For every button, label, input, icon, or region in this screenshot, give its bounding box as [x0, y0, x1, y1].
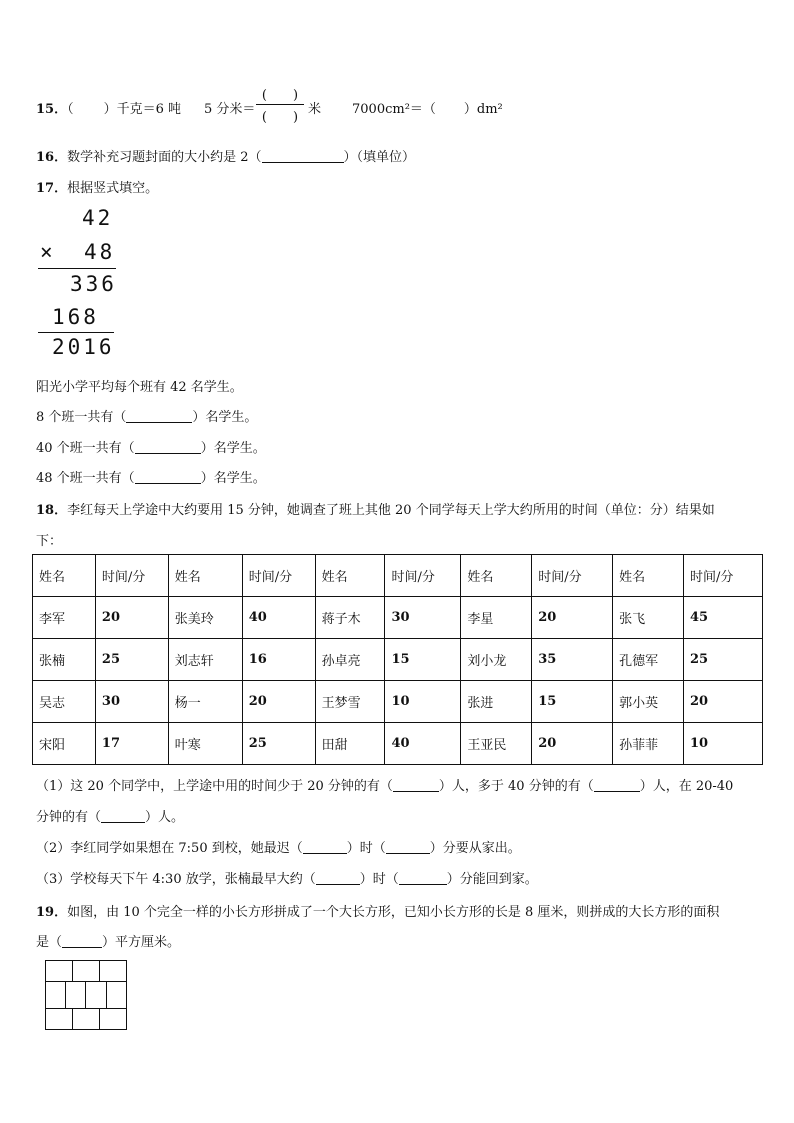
table-cell-name: 蒋子木: [315, 597, 385, 639]
table-cell-name: 李星: [461, 597, 532, 639]
q17-line-3-prefix: 48 个班一共有（: [36, 471, 135, 486]
q18-sub1-d: 分钟的有（: [36, 810, 102, 825]
q18-sub3-b: ）时（: [359, 872, 399, 887]
q18-sub1-b: ）人，多于 40 分钟的有（: [438, 779, 594, 794]
q16-close: ）（填单位）: [343, 150, 416, 165]
vertical-rule-1: [38, 268, 116, 269]
table-cell-time: 10: [385, 681, 461, 723]
table-cell-time: 17: [95, 723, 168, 765]
q18-sub3-c: ）分能回到家。: [446, 872, 538, 887]
q17-line-2: [36, 437, 266, 456]
table-header-cell: 姓名: [315, 555, 385, 597]
q19-line: [36, 901, 719, 920]
q18-blank-2[interactable]: [594, 779, 640, 792]
table-cell-time: 10: [684, 723, 763, 765]
q17-blank-1[interactable]: [126, 410, 192, 423]
table-cell-name: 张美玲: [168, 597, 242, 639]
table-cell-time: 25: [684, 639, 763, 681]
table-header-cell: 时间/分: [95, 555, 168, 597]
q18-line: [36, 499, 715, 518]
q17-number: 17．: [36, 181, 68, 196]
q18-sub1-c: ）人，在 20-40: [639, 779, 734, 794]
q18-sub1: [36, 775, 733, 794]
q15-p1-text: 千克＝6 吨: [116, 102, 182, 117]
table-cell-name: 王梦雪: [315, 681, 385, 723]
table-cell-time: 25: [242, 723, 315, 765]
table-row: [33, 723, 763, 765]
table-header-cell: 时间/分: [385, 555, 461, 597]
q17-line-1-suffix: ）名学生。: [192, 410, 258, 425]
q15-number: 15．: [36, 102, 68, 117]
table-cell-name: 张进: [461, 681, 532, 723]
q18-sub2-c: ）分要从家出。: [429, 841, 521, 856]
q17-blank-3[interactable]: [135, 471, 201, 484]
q16-line: [36, 146, 415, 165]
small-rectangle: [45, 1008, 73, 1030]
table-cell-time: 20: [242, 681, 315, 723]
table-cell-name: 孙卓亮: [315, 639, 385, 681]
q18-blank-5[interactable]: [386, 841, 430, 854]
small-rectangle: [45, 960, 73, 982]
q18-sub1-a: （1）这 20 个同学中，上学途中用的时间少于 20 分钟的有（: [36, 779, 393, 794]
q18-sub2: [36, 837, 521, 856]
table-header-cell: 姓名: [168, 555, 242, 597]
small-rectangle: [99, 960, 127, 982]
table-cell-time: 15: [532, 681, 613, 723]
table-cell-time: 16: [242, 639, 315, 681]
table-cell-name: 刘小龙: [461, 639, 532, 681]
table-cell-name: 吴志: [33, 681, 96, 723]
vertical-row2: 48: [84, 240, 116, 264]
table-cell-name: 王亚民: [461, 723, 532, 765]
q15-p2-text: 5 分米＝: [204, 102, 256, 117]
table-cell-name: 张飞: [613, 597, 684, 639]
small-rectangle: [72, 960, 100, 982]
q18-sub2-b: ）时（: [346, 841, 386, 856]
table-cell-name: 郭小英: [613, 681, 684, 723]
q16-text: 数学补充习题封面的大小约是 2（: [67, 150, 262, 165]
table-cell-time: 20: [95, 597, 168, 639]
table-cell-name: 杨一: [168, 681, 242, 723]
q17-title: 根据竖式填空。: [67, 181, 159, 196]
q18-sub1-cont: [36, 806, 184, 825]
q18-sub3: [36, 868, 538, 887]
q15-p1-close: ）: [103, 102, 117, 117]
q18-text: 李红每天上学途中大约要用 15 分钟，她调查了班上其他 20 个同学每天上学大约所用的时间（单位：分）结果如: [67, 503, 715, 518]
table-cell-name: 宋阳: [33, 723, 96, 765]
q18-blank-1[interactable]: [393, 779, 439, 792]
q15-p1-open: （: [67, 102, 74, 117]
table-row: [33, 639, 763, 681]
q17-line-3: [36, 467, 266, 486]
q17-intro: 阳光小学平均每个班有 42 名学生。: [36, 380, 243, 395]
q17-line-2-prefix: 40 个班一共有（: [36, 441, 135, 456]
vertical-partial1: 336: [70, 272, 117, 296]
q18-text-cont: 下：: [36, 534, 63, 549]
q15-frac-top: ( ): [261, 88, 299, 103]
table-header-cell: 时间/分: [242, 555, 315, 597]
q17-blank-2[interactable]: [135, 441, 201, 454]
survey-table: [32, 554, 763, 765]
q17-line-3-suffix: ）名学生。: [200, 471, 266, 486]
table-header-row: [33, 555, 763, 597]
table-cell-time: 30: [385, 597, 461, 639]
table-cell-time: 40: [385, 723, 461, 765]
q15-p3-text: 7000cm²＝（: [352, 102, 436, 117]
rectangle-puzzle-figure: [45, 960, 127, 1030]
table-cell-time: 40: [242, 597, 315, 639]
table-cell-time: 20: [684, 681, 763, 723]
q17-line-1-prefix: 8 个班一共有（: [36, 410, 127, 425]
table-cell-name: 孙菲菲: [613, 723, 684, 765]
table-row: [33, 597, 763, 639]
q19-text-cont-a: 是（: [36, 935, 63, 950]
q19-text-cont: [36, 931, 180, 950]
table-cell-time: 20: [532, 723, 613, 765]
table-cell-time: 30: [95, 681, 168, 723]
q19-number: 19．: [36, 905, 68, 920]
table-header-cell: 姓名: [461, 555, 532, 597]
q19-text-cont-b: ）平方厘米。: [102, 935, 181, 950]
vertical-partial2: 168: [52, 305, 99, 329]
table-header-cell: 姓名: [33, 555, 96, 597]
q15-p3: [352, 98, 503, 117]
table-cell-name: 李军: [33, 597, 96, 639]
table-cell-name: 田甜: [315, 723, 385, 765]
table-cell-time: 35: [532, 639, 613, 681]
q18-sub2-a: （2）李红同学如果想在 7:50 到校，她最迟（: [36, 841, 303, 856]
q18-sub3-a: （3）学校每天下午 4:30 放学，张楠最早大约（: [36, 872, 316, 887]
small-rectangle: [72, 1008, 100, 1030]
small-rectangle: [85, 981, 107, 1009]
table-row: [33, 681, 763, 723]
table-cell-time: 45: [684, 597, 763, 639]
table-header-cell: 姓名: [613, 555, 684, 597]
q18-blank-4[interactable]: [303, 841, 347, 854]
q18-blank-7[interactable]: [399, 872, 447, 885]
vertical-result: 2016: [52, 335, 115, 359]
q19-text: 如图，由 10 个完全一样的小长方形拼成了一个大长方形，已知小长方形的长是 8 厘米，则拼成的大长方形的面积: [67, 905, 720, 920]
q16-number: 16．: [36, 150, 68, 165]
table-cell-name: 孔德军: [613, 639, 684, 681]
table-header-cell: 时间/分: [532, 555, 613, 597]
table-cell-time: 15: [385, 639, 461, 681]
small-rectangle: [45, 981, 66, 1009]
q16-blank[interactable]: [262, 150, 344, 163]
table-cell-name: 刘志轩: [168, 639, 242, 681]
q15-line: [36, 98, 181, 117]
vertical-times: ×: [40, 240, 56, 264]
vertical-row1: 42: [82, 206, 114, 230]
q17-line-2-suffix: ）名学生。: [200, 441, 266, 456]
q15-frac-bottom: ( ): [261, 110, 299, 125]
q17-title-line: [36, 177, 158, 196]
table-cell-name: 叶寒: [168, 723, 242, 765]
q18-blank-6[interactable]: [316, 872, 360, 885]
vertical-rule-2: [38, 332, 114, 333]
table-header-cell: 时间/分: [684, 555, 763, 597]
table-cell-name: 张楠: [33, 639, 96, 681]
q15-p2-unit: 米: [308, 102, 322, 117]
q18-sub1-e: ）人。: [145, 810, 185, 825]
table-cell-time: 25: [95, 639, 168, 681]
q18-blank-3[interactable]: [101, 810, 145, 823]
small-rectangle: [99, 1008, 127, 1030]
q19-blank[interactable]: [62, 935, 102, 948]
small-rectangle: [106, 981, 127, 1009]
q15-fraction: [256, 84, 304, 125]
q17-line-1: [36, 406, 257, 425]
q15-p3-close: ）dm²: [463, 102, 503, 117]
small-rectangle: [65, 981, 86, 1009]
q18-number: 18．: [36, 503, 68, 518]
table-cell-time: 20: [532, 597, 613, 639]
